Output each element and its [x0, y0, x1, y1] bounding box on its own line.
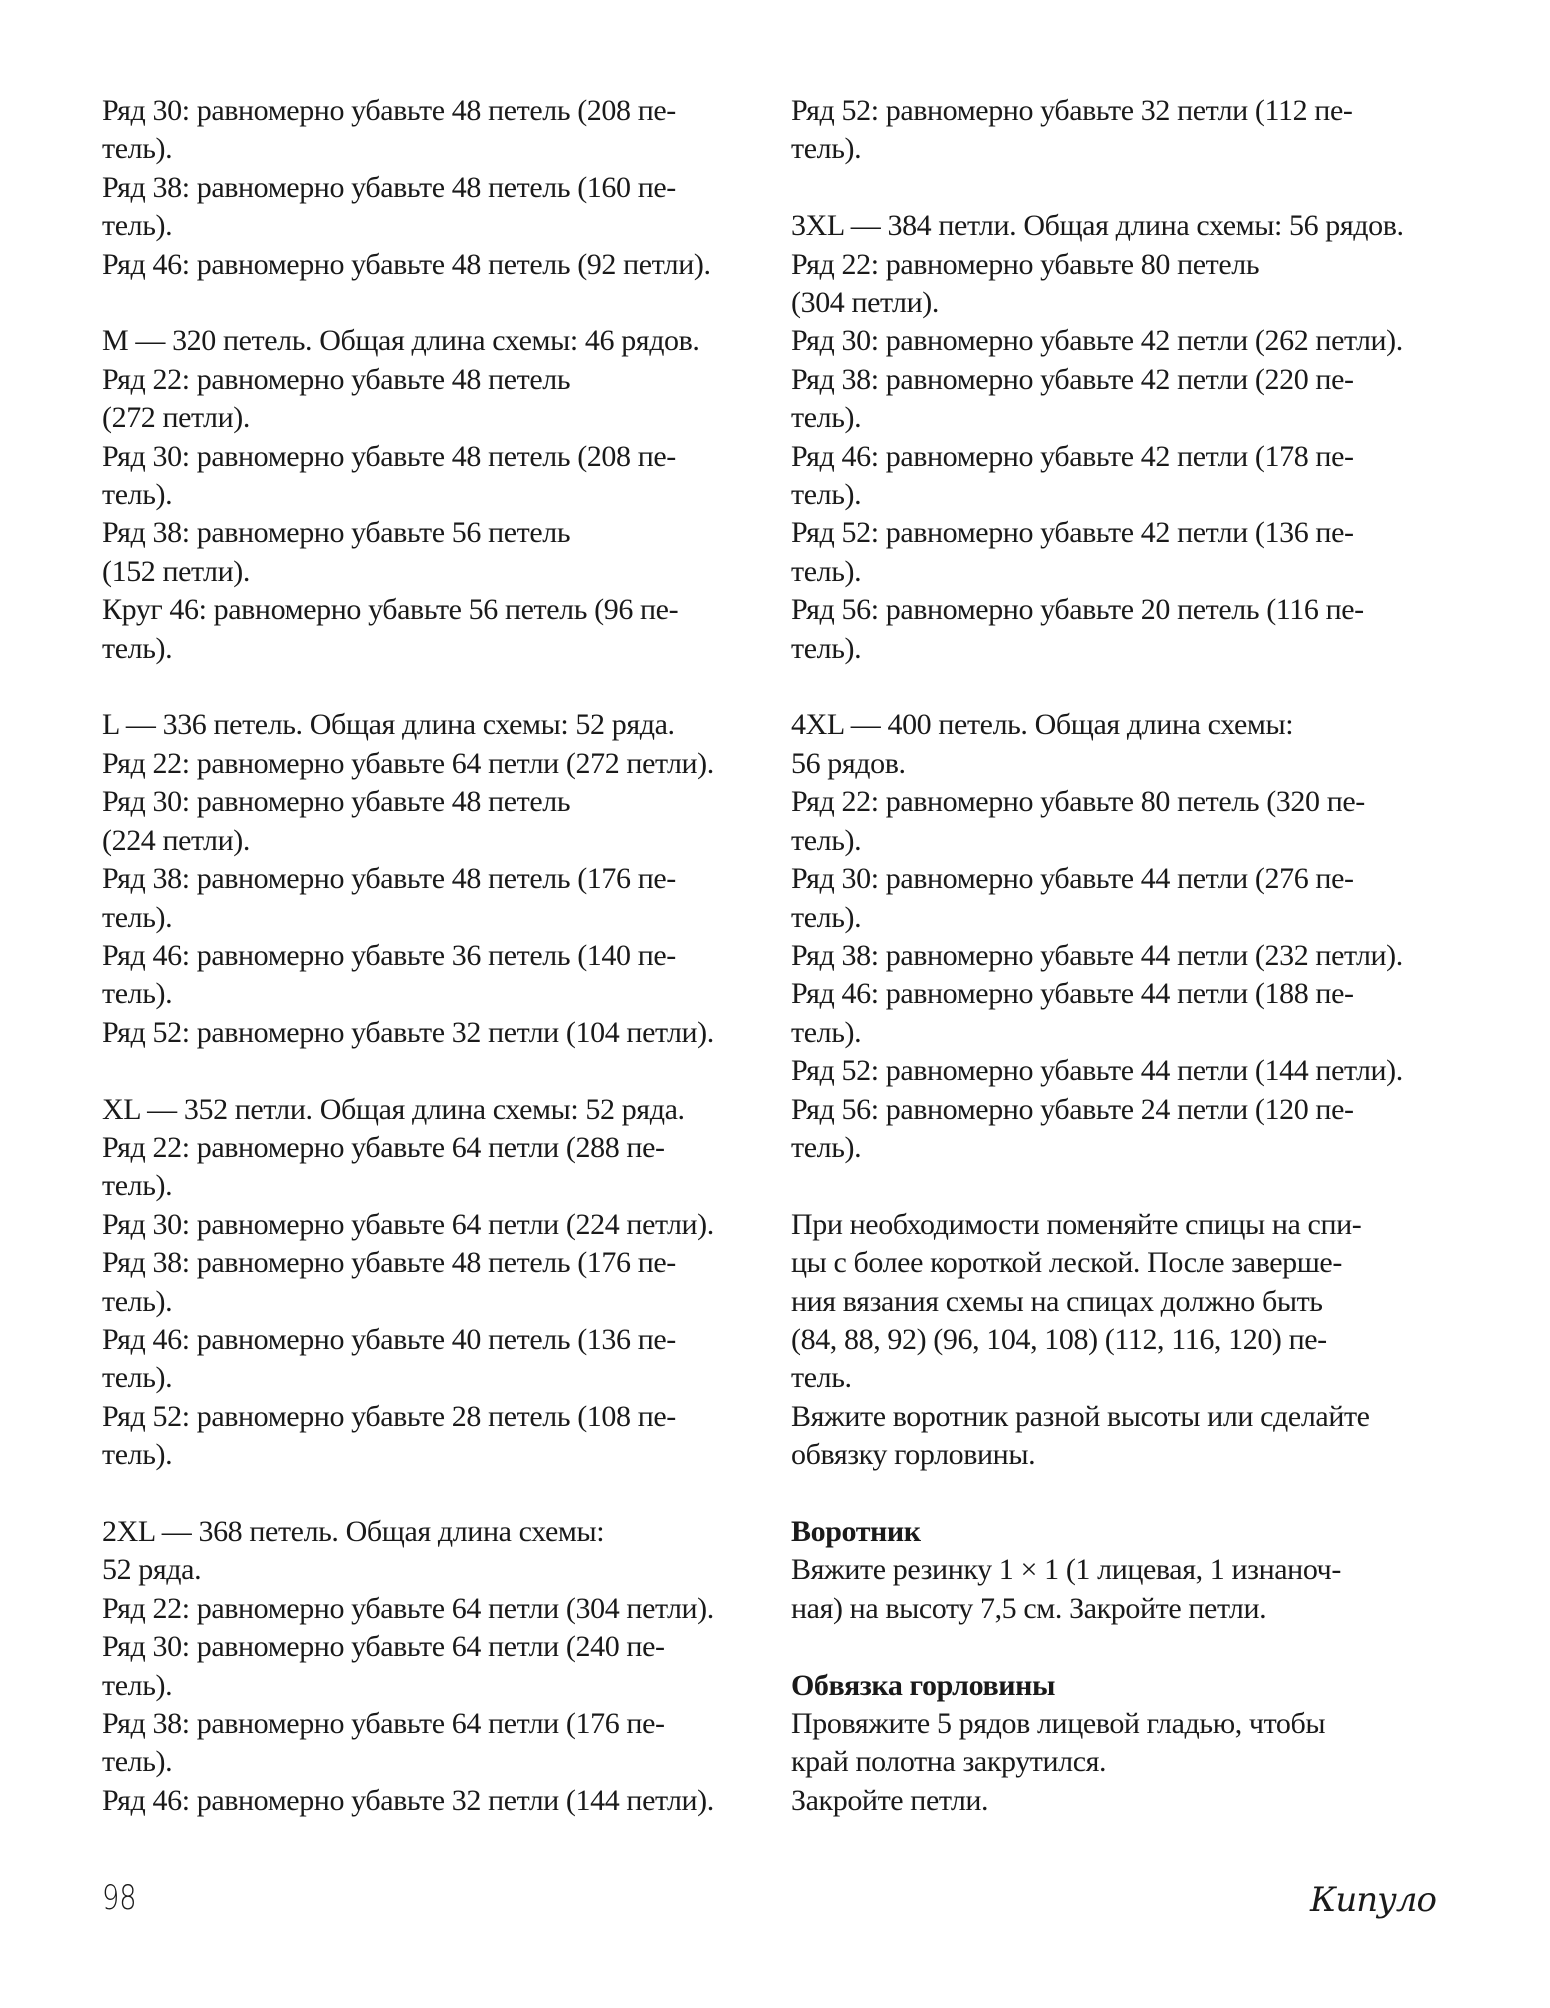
text-line: Ряд 46: равномерно убавьте 44 петли (188 пе-	[791, 977, 1354, 1011]
text-line: тель).	[791, 478, 862, 512]
text-line: Ряд 56: равномерно убавьте 20 петель (116 пе-	[791, 593, 1364, 627]
text-line: Ряд 46: равномерно убавьте 42 петли (178 пе-	[791, 439, 1354, 473]
text-line: тель).	[102, 900, 173, 934]
left-column	[102, 92, 714, 1859]
text-line: Ряд 38: равномерно убавьте 48 петель (176 пе-	[102, 862, 676, 896]
text-line: обвязку горловины.	[791, 1438, 1036, 1472]
text-line: Провяжите 5 рядов лицевой гладью, чтобы	[791, 1706, 1326, 1740]
text-line: Ряд 52: равномерно убавьте 32 петли (112 пе-	[791, 94, 1353, 127]
text-line: 56 рядов.	[791, 746, 906, 780]
text-line: цы с более короткой леской. После заверше-	[791, 1246, 1342, 1280]
paragraph	[102, 706, 714, 1052]
text-line: 2XL — 368 петель. Общая длина схемы:	[102, 1514, 605, 1548]
text-line: Ряд 22: равномерно убавьте 80 петель (320 пе-	[791, 785, 1365, 819]
right-column	[791, 92, 1404, 1859]
text-line: Вяжите резинку 1 × 1 (1 лицевая, 1 изнаноч-	[791, 1553, 1341, 1587]
paragraph	[791, 1206, 1404, 1475]
text-line: Ряд 30: равномерно убавьте 48 петель (208 пе-	[102, 94, 676, 127]
section-heading: Воротник	[791, 1514, 921, 1548]
text-line: тель).	[791, 1015, 862, 1049]
text-line: XL — 352 петли. Общая длина схемы: 52 ряда.	[102, 1092, 685, 1126]
text-line: Ряд 46: равномерно убавьте 32 петли (144 петли).	[102, 1783, 714, 1817]
paragraph	[791, 1513, 1404, 1628]
text-line: тель).	[102, 1284, 173, 1318]
text-line: (304 петли).	[791, 286, 939, 320]
text-line: край полотна закрутился.	[791, 1745, 1107, 1779]
text-line: Ряд 22: равномерно убавьте 48 петель	[102, 362, 571, 396]
text-line: тель.	[791, 1361, 852, 1395]
text-line: Ряд 30: равномерно убавьте 42 петли (262 петли).	[791, 324, 1403, 358]
text-line: тель).	[791, 554, 862, 588]
text-line: тель).	[102, 209, 173, 243]
text-line: Ряд 38: равномерно убавьте 48 петель (176 пе-	[102, 1246, 676, 1280]
text-line: тель).	[791, 900, 862, 934]
text-line: Ряд 22: равномерно убавьте 64 петли (304 петли).	[102, 1591, 714, 1625]
text-line: (224 петли).	[102, 823, 250, 857]
text-line: (152 петли).	[102, 554, 250, 588]
text-line: тель).	[791, 132, 862, 166]
text-line: тель).	[102, 1668, 173, 1702]
text-line: тель).	[791, 631, 862, 665]
paragraph	[102, 1091, 714, 1475]
text-line: Ряд 30: равномерно убавьте 64 петли (224 петли).	[102, 1207, 714, 1241]
text-line: тель).	[791, 823, 862, 857]
text-line: 3XL — 384 петли. Общая длина схемы: 56 рядов.	[791, 209, 1404, 243]
text-line: ная) на высоту 7,5 см. Закройте петли.	[791, 1591, 1267, 1625]
text-line: Ряд 38: равномерно убавьте 44 петли (232 петли).	[791, 938, 1403, 972]
paragraph	[791, 1667, 1404, 1821]
text-line: Вяжите воротник разной высоты или сделайте	[791, 1399, 1370, 1433]
section-heading: Обвязка горловины	[791, 1668, 1056, 1702]
text-line: (84, 88, 92) (96, 104, 108) (112, 116, 120) пе-	[791, 1322, 1327, 1356]
text-line: тель).	[791, 401, 862, 435]
text-line: Ряд 30: равномерно убавьте 44 петли (276 пе-	[791, 862, 1354, 896]
text-line: тель).	[102, 1361, 173, 1395]
paragraph	[102, 92, 714, 284]
text-line: Ряд 22: равномерно убавьте 64 петли (288 пе-	[102, 1130, 665, 1164]
text-line: Ряд 38: равномерно убавьте 64 петли (176 пе-	[102, 1707, 665, 1740]
text-line: Ряд 30: равномерно убавьте 48 петель	[102, 785, 571, 819]
text-line: тель).	[102, 977, 173, 1011]
text-line: L — 336 петель. Общая длина схемы: 52 ряда.	[102, 708, 675, 742]
text-line: Ряд 22: равномерно убавьте 64 петли (272 петли).	[102, 746, 714, 780]
text-line: Ряд 46: равномерно убавьте 40 петель (136 пе-	[102, 1322, 676, 1356]
paragraph	[102, 322, 714, 668]
text-line: Закройте петли.	[791, 1783, 989, 1817]
text-line: Ряд 30: равномерно убавьте 64 петли (240 пе-	[102, 1630, 665, 1664]
text-line: Ряд 52: равномерно убавьте 44 петли (144 петли).	[791, 1054, 1403, 1088]
text-line: тель).	[102, 1169, 173, 1203]
text-line: При необходимости поменяйте спицы на спи-	[791, 1207, 1362, 1241]
text-line: тель).	[102, 478, 173, 512]
text-line: Ряд 46: равномерно убавьте 36 петель (140 пе-	[102, 938, 676, 972]
text-line: Ряд 52: равномерно убавьте 42 петли (136 пе-	[791, 516, 1354, 550]
text-line: тель).	[791, 1130, 862, 1164]
text-line: 52 ряда.	[102, 1553, 202, 1587]
paragraph	[791, 207, 1404, 668]
paragraph	[791, 706, 1404, 1167]
text-line: Ряд 46: равномерно убавьте 48 петель (92 петли).	[102, 247, 711, 281]
text-line: (272 петли).	[102, 401, 250, 435]
text-line: тель).	[102, 1745, 173, 1779]
text-line: Ряд 38: равномерно убавьте 42 петли (220 пе-	[791, 362, 1354, 396]
text-line: Ряд 52: равномерно убавьте 32 петли (104 петли).	[102, 1015, 714, 1049]
text-line: Круг 46: равномерно убавьте 56 петель (96 пе-	[102, 593, 679, 627]
paragraph	[791, 92, 1404, 169]
text-line: Ряд 22: равномерно убавьте 80 петель	[791, 247, 1260, 281]
text-line: М — 320 петель. Общая длина схемы: 46 рядов.	[102, 324, 700, 358]
text-line: Ряд 56: равномерно убавьте 24 петли (120 пе-	[791, 1092, 1354, 1126]
text-line: Ряд 52: равномерно убавьте 28 петель (108 пе-	[102, 1399, 676, 1433]
text-line: тель).	[102, 132, 173, 166]
page-number: 98	[102, 1878, 137, 1918]
paragraph	[102, 1513, 714, 1820]
text-line: Ряд 38: равномерно убавьте 56 петель	[102, 516, 571, 550]
text-line: ния вязания схемы на спицах должно быть	[791, 1284, 1323, 1318]
text-line: тель).	[102, 631, 173, 665]
publisher-logo: Кипуло	[1310, 1880, 1436, 1920]
text-line: 4XL — 400 петель. Общая длина схемы:	[791, 708, 1294, 742]
text-line: Ряд 30: равномерно убавьте 48 петель (208 пе-	[102, 439, 676, 473]
text-line: тель).	[102, 1438, 173, 1472]
text-line: Ряд 38: равномерно убавьте 48 петель (160 пе-	[102, 170, 676, 204]
